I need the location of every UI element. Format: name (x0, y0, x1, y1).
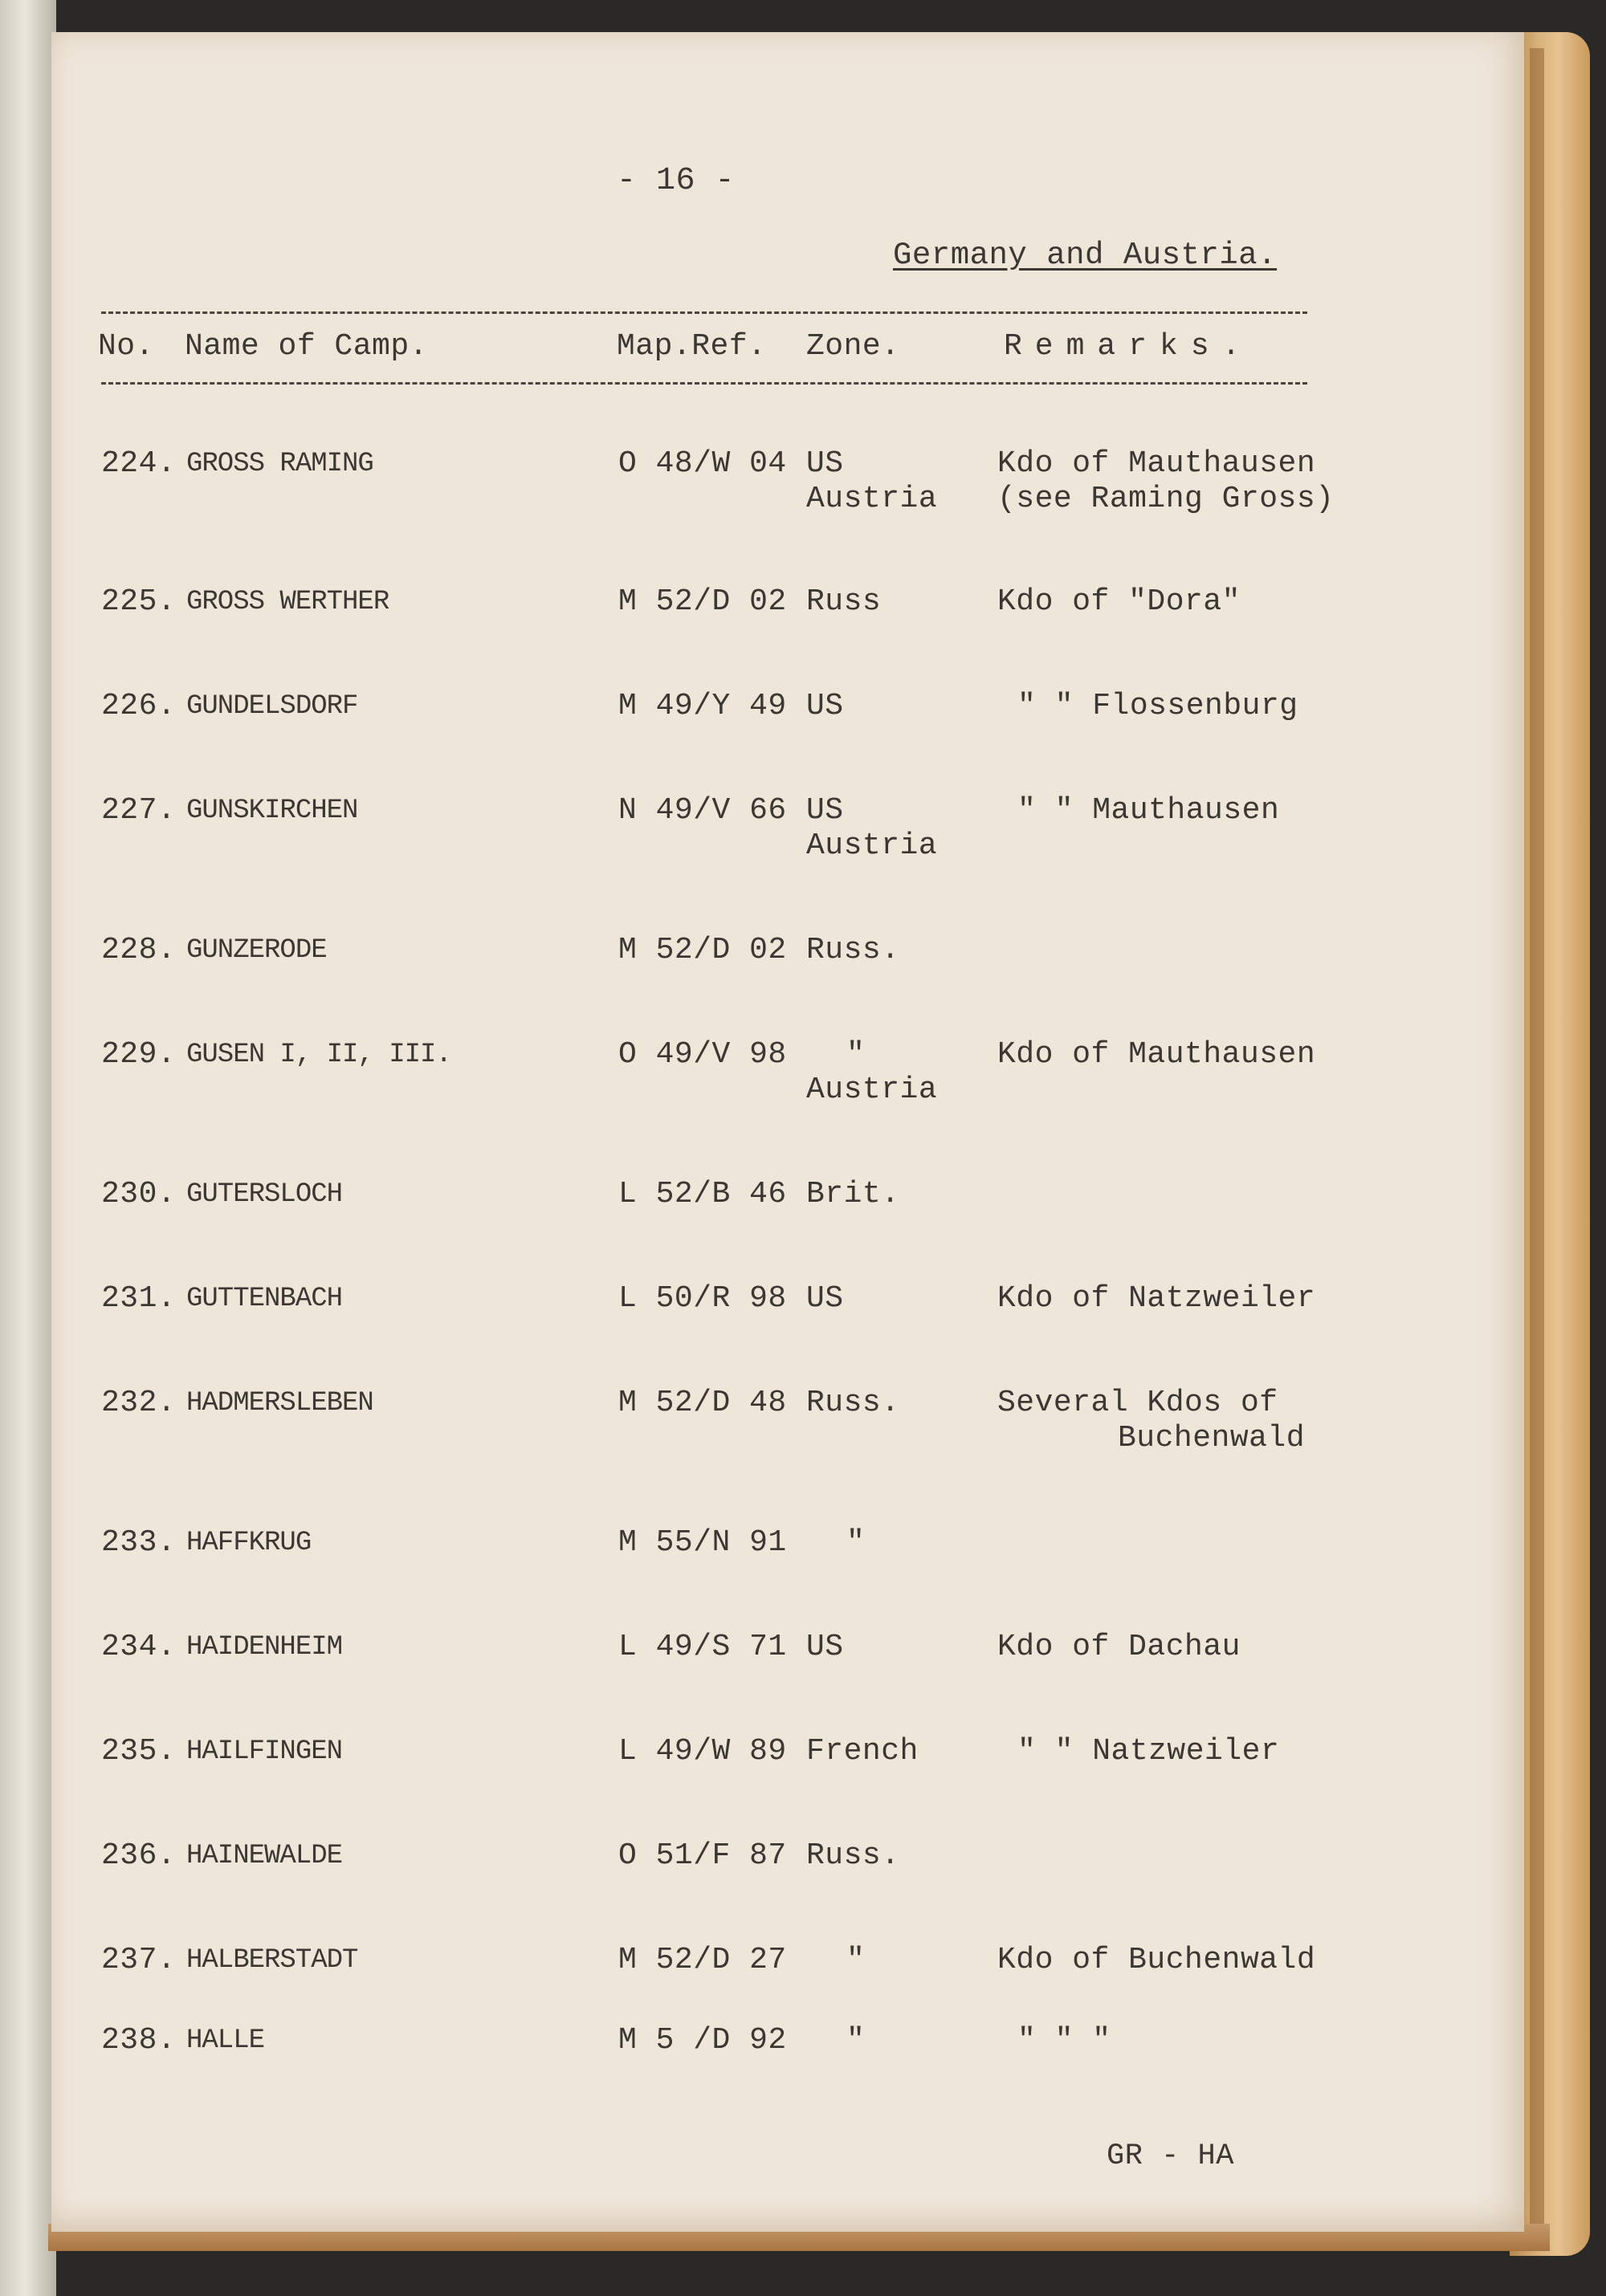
row-number: 227. (101, 793, 177, 828)
row-number: 228. (101, 933, 177, 967)
map-reference: L 49/S 71 (618, 1630, 787, 1664)
camp-name: GUTERSLOCH (186, 1179, 343, 1210)
zone-value: Russ. (806, 1838, 900, 1873)
remarks-line: Kdo of Buchenwald (997, 1943, 1316, 1977)
page-number: - 16 - (617, 163, 736, 199)
column-header-map-ref: Map.Ref. (617, 329, 767, 364)
row-number: 234. (101, 1630, 177, 1664)
map-reference: M 52/D 48 (618, 1386, 787, 1420)
row-number: 230. (101, 1177, 177, 1211)
zone-value: Brit. (806, 1177, 900, 1211)
row-number: 231. (101, 1281, 177, 1316)
camp-name: HAFFKRUG (186, 1528, 312, 1558)
map-reference: M 5 /D 92 (618, 2023, 787, 2058)
remarks-line: Several Kdos of (997, 1386, 1278, 1420)
page-edge-shadow (1530, 48, 1544, 2248)
map-reference: L 49/W 89 (618, 1734, 787, 1769)
camp-name: HALLE (186, 2025, 265, 2056)
zone-value: US (806, 689, 844, 723)
zone-value: " (846, 2023, 866, 2058)
map-reference: M 52/D 02 (618, 933, 787, 967)
row-number: 232. (101, 1386, 177, 1420)
column-header-zone: Zone. (806, 329, 900, 364)
row-number: 226. (101, 689, 177, 723)
remarks-line: Kdo of Natzweiler (997, 1281, 1316, 1316)
remarks-line: Kdo of "Dora" (997, 584, 1241, 619)
zone-value: US (806, 1630, 844, 1664)
header-rule-bottom (101, 382, 1307, 385)
zone-value: US (806, 1281, 844, 1316)
map-reference: M 49/Y 49 (618, 689, 787, 723)
row-number: 224. (101, 446, 177, 481)
zone-value: US (806, 793, 844, 828)
row-number: 233. (101, 1525, 177, 1560)
map-reference: O 51/F 87 (618, 1838, 787, 1873)
map-reference: M 55/N 91 (618, 1525, 787, 1560)
map-reference: O 49/V 98 (618, 1037, 787, 1072)
camp-name: HAINEWALDE (186, 1841, 343, 1871)
camp-name: HAIDENHEIM (186, 1632, 343, 1663)
row-number: 225. (101, 584, 177, 619)
zone-value: US (806, 446, 844, 481)
zone-value: Austria (806, 482, 938, 516)
camp-name: GUNDELSDORF (186, 691, 358, 722)
map-reference: N 49/V 66 (618, 793, 787, 828)
remarks-line: " " Natzweiler (1017, 1734, 1280, 1769)
zone-value: Austria (806, 1073, 938, 1107)
zone-value: " (846, 1037, 866, 1072)
camp-name: GUSEN I, II, III. (186, 1040, 451, 1070)
zone-value: Russ (806, 584, 882, 619)
column-header-remarks: Remarks. (1004, 329, 1253, 364)
map-reference: M 52/D 27 (618, 1943, 787, 1977)
row-number: 235. (101, 1734, 177, 1769)
book-binding (0, 0, 56, 2296)
remarks-line: Kdo of Mauthausen (997, 1037, 1316, 1072)
camp-name: HAILFINGEN (186, 1736, 343, 1767)
remarks-line: Kdo of Dachau (997, 1630, 1241, 1664)
zone-value: Russ. (806, 933, 900, 967)
row-number: 229. (101, 1037, 177, 1072)
zone-value: Russ. (806, 1386, 900, 1420)
zone-value: French (806, 1734, 919, 1769)
camp-name: GROSS RAMING (186, 449, 373, 479)
remarks-line: (see Raming Gross) (997, 482, 1335, 516)
map-reference: L 50/R 98 (618, 1281, 787, 1316)
remarks-line: " " Flossenburg (1017, 689, 1298, 723)
camp-name: GROSS WERTHER (186, 587, 389, 617)
column-header-name: Name of Camp. (185, 329, 428, 364)
remarks-line: Kdo of Mauthausen (997, 446, 1316, 481)
camp-name: GUNZERODE (186, 935, 327, 966)
camp-name: HALBERSTADT (186, 1945, 358, 1976)
map-reference: M 52/D 02 (618, 584, 787, 619)
row-number: 238. (101, 2023, 177, 2058)
remarks-line: " " " (1017, 2023, 1111, 2058)
remarks-line: Buchenwald (1118, 1421, 1306, 1455)
camp-name: GUNSKIRCHEN (186, 796, 358, 826)
map-reference: L 52/B 46 (618, 1177, 787, 1211)
zone-value: Austria (806, 828, 938, 863)
row-number: 237. (101, 1943, 177, 1977)
remarks-line: " " Mauthausen (1017, 793, 1280, 828)
camp-name: HADMERSLEBEN (186, 1388, 373, 1419)
row-number: 236. (101, 1838, 177, 1873)
map-reference: O 48/W 04 (618, 446, 787, 481)
zone-value: " (846, 1525, 866, 1560)
header-rule-top (101, 311, 1307, 314)
section-title: Germany and Austria. (893, 238, 1278, 273)
zone-value: " (846, 1943, 866, 1977)
page-footer-range: GR - HA (1107, 2139, 1234, 2173)
camp-name: GUTTENBACH (186, 1284, 343, 1314)
column-header-no: No. (98, 329, 154, 364)
